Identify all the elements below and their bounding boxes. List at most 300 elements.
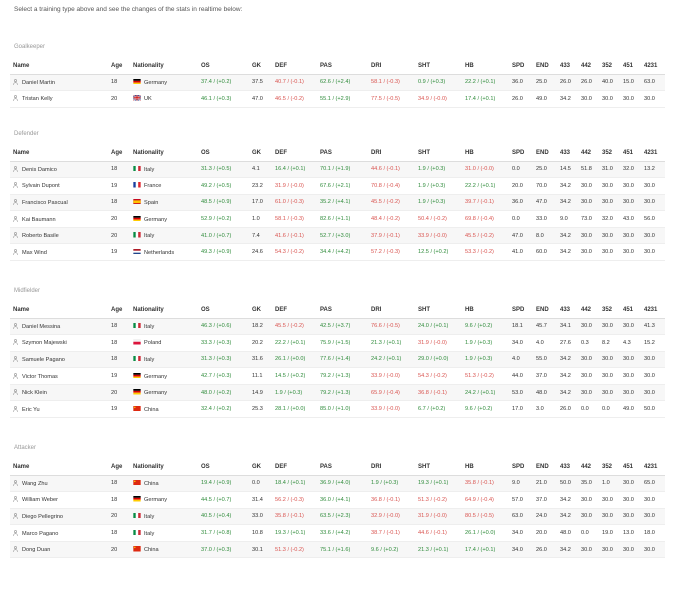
stat-spd: 20.0: [509, 178, 533, 195]
stat-451: 30.0: [620, 351, 641, 368]
stat-dri: 48.4 / (-0.2): [368, 211, 415, 228]
stat-sht: 1.9 / (+0.3): [415, 161, 462, 178]
player-name-text: Diego Pellegrino: [22, 513, 64, 520]
germany-flag-icon: [133, 79, 141, 85]
stat-hb: 1.9 / (+0.3): [462, 335, 509, 352]
stat-pas: 82.6 / (+1.1): [317, 211, 368, 228]
player-nationality: [130, 525, 198, 542]
column-header-end[interactable]: END: [533, 459, 557, 475]
player-nationality: [130, 335, 198, 352]
column-header-442[interactable]: 442: [578, 58, 599, 74]
stat-hb: 24.2 / (+0.1): [462, 384, 509, 401]
stat-def: 61.0 / (-0.3): [272, 194, 317, 211]
stat-442: 73.0: [578, 211, 599, 228]
column-header-352[interactable]: 352: [599, 145, 620, 161]
stat-433: 48.0: [557, 525, 578, 542]
stat-spd: 4.0: [509, 351, 533, 368]
stat-def: 26.1 / (+0.0): [272, 351, 317, 368]
stat-433: 9.0: [557, 211, 578, 228]
nationality-text: Italy: [144, 233, 155, 240]
italy-flag-icon: [133, 356, 141, 362]
stat-451: 30.0: [620, 368, 641, 385]
stat-age: 18: [108, 351, 130, 368]
column-header-451[interactable]: 451: [620, 302, 641, 318]
stat-dri: 45.5 / (-0.2): [368, 194, 415, 211]
stat-os: 31.3 / (+0.3): [198, 351, 249, 368]
stat-hb: 22.2 / (+0.1): [462, 74, 509, 91]
column-header-gk[interactable]: GK: [249, 58, 272, 74]
stat-age: 20: [108, 508, 130, 525]
stat-442: 30.0: [578, 194, 599, 211]
stat-age: 19: [108, 178, 130, 195]
column-header-sht[interactable]: SHT: [415, 58, 462, 74]
user-icon: [13, 323, 18, 329]
stat-hb: 51.3 / (-0.2): [462, 368, 509, 385]
stat-end: 47.0: [533, 194, 557, 211]
nationality-text: China: [144, 406, 159, 413]
column-header-442[interactable]: 442: [578, 145, 599, 161]
stat-hb: 80.5 / (-0.5): [462, 508, 509, 525]
stat-451: 30.0: [620, 194, 641, 211]
user-icon: [13, 530, 18, 536]
column-header-os[interactable]: OS: [198, 459, 249, 475]
stat-451: 4.3: [620, 335, 641, 352]
stat-end: 26.0: [533, 541, 557, 558]
italy-flag-icon: [133, 232, 141, 238]
uk-flag-icon: [133, 95, 141, 101]
stat-sht: 19.3 / (+0.1): [415, 475, 462, 492]
column-header-name[interactable]: Name: [10, 145, 108, 161]
stat-age: 20: [108, 541, 130, 558]
player-row[interactable]: [10, 384, 665, 401]
stat-442: 30.0: [578, 227, 599, 244]
stat-gk: 17.0: [249, 194, 272, 211]
stat-sht: 12.5 / (+0.2): [415, 244, 462, 261]
stat-4231: 30.0: [641, 227, 665, 244]
stat-gk: 7.4: [249, 227, 272, 244]
stat-age: 19: [108, 244, 130, 261]
column-header-4231[interactable]: 4231: [641, 145, 665, 161]
stat-433: 34.2: [557, 91, 578, 108]
column-header-spd[interactable]: SPD: [509, 58, 533, 74]
stat-352: 30.0: [599, 227, 620, 244]
player-name: [10, 178, 108, 195]
stat-4231: 30.0: [641, 244, 665, 261]
stat-def: 14.5 / (+0.2): [272, 368, 317, 385]
stat-pas: 79.2 / (+1.3): [317, 384, 368, 401]
player-nationality: [130, 194, 198, 211]
player-row[interactable]: [10, 351, 665, 368]
column-header-end[interactable]: END: [533, 145, 557, 161]
stat-pas: 79.2 / (+1.3): [317, 368, 368, 385]
stat-442: 30.0: [578, 351, 599, 368]
player-name: [10, 401, 108, 418]
player-row[interactable]: [10, 211, 665, 228]
stat-os: 41.0 / (+0.7): [198, 227, 249, 244]
stat-451: 30.0: [620, 91, 641, 108]
column-header-def[interactable]: DEF: [272, 459, 317, 475]
stat-4231: 30.0: [641, 351, 665, 368]
column-header-pas[interactable]: PAS: [317, 302, 368, 318]
stat-spd: 17.0: [509, 401, 533, 418]
player-row[interactable]: [10, 161, 665, 178]
column-header-nationality[interactable]: Nationality: [130, 302, 198, 318]
column-header-433[interactable]: 433: [557, 58, 578, 74]
stat-451: 49.0: [620, 401, 641, 418]
column-header-4231[interactable]: 4231: [641, 459, 665, 475]
column-header-pas[interactable]: PAS: [317, 145, 368, 161]
column-header-sht[interactable]: SHT: [415, 145, 462, 161]
stat-sht: 29.0 / (+0.0): [415, 351, 462, 368]
stat-def: 45.5 / (-0.2): [272, 318, 317, 335]
stat-451: 32.0: [620, 161, 641, 178]
nationality-text: Italy: [144, 513, 155, 520]
player-name-text: Sylvain Dupont: [22, 183, 60, 190]
player-row[interactable]: [10, 335, 665, 352]
nationality-text: France: [144, 183, 162, 190]
player-nationality: [130, 318, 198, 335]
stat-4231: 15.2: [641, 335, 665, 352]
user-icon: [13, 406, 18, 412]
nationality-text: Italy: [144, 530, 155, 537]
stat-sht: 31.9 / (-0.0): [415, 508, 462, 525]
stat-gk: 20.2: [249, 335, 272, 352]
column-header-hb[interactable]: HB: [462, 459, 509, 475]
nationality-text: UK: [144, 96, 152, 103]
stat-os: 48.5 / (+0.9): [198, 194, 249, 211]
player-row[interactable]: [10, 194, 665, 211]
player-name: [10, 368, 108, 385]
column-header-pas[interactable]: PAS: [317, 459, 368, 475]
stat-433: 34.2: [557, 508, 578, 525]
stat-sht: 1.9 / (+0.3): [415, 194, 462, 211]
column-header-sht[interactable]: SHT: [415, 302, 462, 318]
player-row[interactable]: [10, 508, 665, 525]
player-row[interactable]: [10, 91, 665, 108]
stat-pas: 75.1 / (+1.6): [317, 541, 368, 558]
goalkeeper-table: [10, 58, 665, 108]
stat-pas: 52.7 / (+3.0): [317, 227, 368, 244]
stat-442: 26.0: [578, 74, 599, 91]
player-row[interactable]: [10, 541, 665, 558]
player-name-text: Victor Thomas: [22, 373, 58, 380]
player-nationality: [130, 161, 198, 178]
stat-dri: 9.6 / (+0.2): [368, 541, 415, 558]
player-row[interactable]: [10, 74, 665, 91]
column-header-352[interactable]: 352: [599, 302, 620, 318]
nationality-text: Germany: [144, 373, 168, 380]
stat-os: 44.5 / (+0.7): [198, 492, 249, 509]
stat-spd: 34.0: [509, 541, 533, 558]
stat-sht: 1.9 / (+0.3): [415, 178, 462, 195]
column-header-name[interactable]: Name: [10, 58, 108, 74]
section-title-attacker: Attacker: [14, 445, 37, 451]
player-nationality: [130, 178, 198, 195]
stat-dri: 58.1 / (-0.3): [368, 74, 415, 91]
stat-hb: 17.4 / (+0.1): [462, 541, 509, 558]
stat-gk: 24.6: [249, 244, 272, 261]
player-row[interactable]: [10, 178, 665, 195]
player-nationality: [130, 351, 198, 368]
stat-def: 54.3 / (-0.2): [272, 244, 317, 261]
stat-dri: 32.9 / (-0.0): [368, 508, 415, 525]
stat-pas: 42.5 / (+3.7): [317, 318, 368, 335]
player-name: [10, 244, 108, 261]
column-header-age[interactable]: Age: [108, 58, 130, 74]
column-header-nationality[interactable]: Nationality: [130, 58, 198, 74]
user-icon: [13, 79, 18, 85]
user-icon: [13, 95, 18, 101]
stat-hb: 26.1 / (+0.0): [462, 525, 509, 542]
column-header-nationality[interactable]: Nationality: [130, 459, 198, 475]
germany-flag-icon: [133, 373, 141, 379]
nationality-text: Italy: [144, 356, 155, 363]
column-header-433[interactable]: 433: [557, 145, 578, 161]
stat-gk: 31.4: [249, 492, 272, 509]
stat-def: 51.3 / (-0.2): [272, 541, 317, 558]
italy-flag-icon: [133, 530, 141, 536]
stat-433: 34.1: [557, 318, 578, 335]
china-flag-icon: [133, 546, 141, 552]
stat-hb: 9.6 / (+0.2): [462, 318, 509, 335]
stat-spd: 36.0: [509, 74, 533, 91]
stat-pas: 34.4 / (+4.2): [317, 244, 368, 261]
stat-352: 30.0: [599, 318, 620, 335]
player-row[interactable]: [10, 401, 665, 418]
player-row[interactable]: [10, 475, 665, 492]
stat-dri: 65.9 / (-0.4): [368, 384, 415, 401]
italy-flag-icon: [133, 166, 141, 172]
column-header-451[interactable]: 451: [620, 58, 641, 74]
stat-end: 70.0: [533, 178, 557, 195]
column-header-end[interactable]: END: [533, 58, 557, 74]
player-row[interactable]: [10, 244, 665, 261]
stat-age: 20: [108, 211, 130, 228]
stat-gk: 18.2: [249, 318, 272, 335]
stat-sht: 36.8 / (-0.1): [415, 384, 462, 401]
stat-age: 18: [108, 525, 130, 542]
stat-442: 0.3: [578, 335, 599, 352]
player-name-text: Szymon Majewski: [22, 340, 67, 347]
stat-4231: 30.0: [641, 384, 665, 401]
column-header-451[interactable]: 451: [620, 145, 641, 161]
stat-442: 30.0: [578, 384, 599, 401]
stat-def: 46.5 / (-0.2): [272, 91, 317, 108]
column-header-442[interactable]: 442: [578, 459, 599, 475]
column-header-442[interactable]: 442: [578, 302, 599, 318]
stat-gk: 47.0: [249, 91, 272, 108]
section-title-goalkeeper: Goalkeeper: [14, 44, 46, 50]
stat-def: 41.6 / (-0.1): [272, 227, 317, 244]
column-header-dri[interactable]: DRI: [368, 302, 415, 318]
stat-4231: 30.0: [641, 492, 665, 509]
stat-age: 18: [108, 318, 130, 335]
player-name: [10, 318, 108, 335]
stat-451: 30.0: [620, 178, 641, 195]
stat-442: 30.0: [578, 541, 599, 558]
stat-hb: 17.4 / (+0.1): [462, 91, 509, 108]
column-header-def[interactable]: DEF: [272, 58, 317, 74]
stat-433: 34.2: [557, 178, 578, 195]
column-header-def[interactable]: DEF: [272, 302, 317, 318]
stat-os: 37.0 / (+0.3): [198, 541, 249, 558]
stat-442: 30.0: [578, 91, 599, 108]
user-icon: [13, 182, 18, 188]
stat-352: 31.0: [599, 161, 620, 178]
stat-4231: 41.3: [641, 318, 665, 335]
germany-flag-icon: [133, 496, 141, 502]
player-row[interactable]: [10, 318, 665, 335]
stat-dri: 33.9 / (-0.0): [368, 401, 415, 418]
netherlands-flag-icon: [133, 249, 141, 255]
stat-451: 30.0: [620, 384, 641, 401]
stat-os: 40.5 / (+0.4): [198, 508, 249, 525]
stat-4231: 56.0: [641, 211, 665, 228]
player-name-text: Francisco Pascual: [22, 199, 68, 206]
stat-433: 34.2: [557, 384, 578, 401]
player-row[interactable]: [10, 227, 665, 244]
stat-sht: 0.9 / (+0.3): [415, 74, 462, 91]
column-header-451[interactable]: 451: [620, 459, 641, 475]
column-header-pas[interactable]: PAS: [317, 58, 368, 74]
column-header-spd[interactable]: SPD: [509, 145, 533, 161]
stat-dri: 76.6 / (-0.5): [368, 318, 415, 335]
stat-pas: 70.1 / (+1.9): [317, 161, 368, 178]
stat-spd: 53.0: [509, 384, 533, 401]
column-header-os[interactable]: OS: [198, 302, 249, 318]
column-header-433[interactable]: 433: [557, 302, 578, 318]
player-name-text: Nick Klein: [22, 390, 47, 397]
stat-sht: 50.4 / (-0.2): [415, 211, 462, 228]
user-icon: [13, 373, 18, 379]
column-header-end[interactable]: END: [533, 302, 557, 318]
column-header-dri[interactable]: DRI: [368, 145, 415, 161]
column-header-433[interactable]: 433: [557, 459, 578, 475]
stat-end: 37.0: [533, 492, 557, 509]
stat-451: 30.0: [620, 492, 641, 509]
player-row[interactable]: [10, 525, 665, 542]
stat-sht: 33.9 / (-0.0): [415, 227, 462, 244]
player-row[interactable]: [10, 492, 665, 509]
player-nationality: [130, 368, 198, 385]
column-header-gk[interactable]: GK: [249, 302, 272, 318]
column-header-352[interactable]: 352: [599, 58, 620, 74]
stat-gk: 10.8: [249, 525, 272, 542]
stat-dri: 1.9 / (+0.3): [368, 475, 415, 492]
stat-451: 30.0: [620, 227, 641, 244]
stat-spd: 57.0: [509, 492, 533, 509]
column-header-age[interactable]: Age: [108, 459, 130, 475]
player-name: [10, 227, 108, 244]
player-nationality: [130, 91, 198, 108]
column-header-352[interactable]: 352: [599, 459, 620, 475]
stat-433: 34.2: [557, 368, 578, 385]
china-flag-icon: [133, 406, 141, 412]
stat-end: 25.0: [533, 161, 557, 178]
column-header-4231[interactable]: 4231: [641, 58, 665, 74]
stat-sht: 44.6 / (-0.1): [415, 525, 462, 542]
stat-end: 48.0: [533, 384, 557, 401]
stat-hb: 1.9 / (+0.3): [462, 351, 509, 368]
stat-age: 20: [108, 384, 130, 401]
column-header-os[interactable]: OS: [198, 145, 249, 161]
column-header-name[interactable]: Name: [10, 302, 108, 318]
stat-352: 1.0: [599, 475, 620, 492]
player-name: [10, 74, 108, 91]
stat-gk: 0.0: [249, 475, 272, 492]
column-header-age[interactable]: Age: [108, 145, 130, 161]
stat-352: 40.0: [599, 74, 620, 91]
player-name-text: Eric Yu: [22, 406, 40, 413]
stat-352: 30.0: [599, 384, 620, 401]
column-header-dri[interactable]: DRI: [368, 459, 415, 475]
column-header-gk[interactable]: GK: [249, 145, 272, 161]
column-header-gk[interactable]: GK: [249, 459, 272, 475]
stat-4231: 30.0: [641, 194, 665, 211]
player-name: [10, 335, 108, 352]
column-header-os[interactable]: OS: [198, 58, 249, 74]
stat-spd: 18.1: [509, 318, 533, 335]
column-header-hb[interactable]: HB: [462, 145, 509, 161]
player-nationality: [130, 508, 198, 525]
stat-442: 30.0: [578, 244, 599, 261]
column-header-dri[interactable]: DRI: [368, 58, 415, 74]
column-header-spd[interactable]: SPD: [509, 459, 533, 475]
stat-os: 46.3 / (+0.6): [198, 318, 249, 335]
stat-352: 30.0: [599, 508, 620, 525]
stat-352: 30.0: [599, 541, 620, 558]
nationality-text: Italy: [144, 166, 155, 173]
stat-spd: 9.0: [509, 475, 533, 492]
stat-gk: 11.1: [249, 368, 272, 385]
player-name-text: Kai Baumann: [22, 216, 56, 223]
stat-352: 0.0: [599, 401, 620, 418]
column-header-age[interactable]: Age: [108, 302, 130, 318]
user-icon: [13, 546, 18, 552]
stat-gk: 14.9: [249, 384, 272, 401]
stat-433: 50.0: [557, 475, 578, 492]
stat-age: 18: [108, 475, 130, 492]
stat-hb: 53.3 / (-0.2): [462, 244, 509, 261]
column-header-def[interactable]: DEF: [272, 145, 317, 161]
player-nationality: [130, 211, 198, 228]
stat-dri: 70.8 / (-0.4): [368, 178, 415, 195]
stat-451: 30.0: [620, 541, 641, 558]
player-nationality: [130, 401, 198, 418]
stat-dri: 44.6 / (-0.1): [368, 161, 415, 178]
stat-sht: 21.3 / (+0.1): [415, 541, 462, 558]
column-header-name[interactable]: Name: [10, 459, 108, 475]
column-header-spd[interactable]: SPD: [509, 302, 533, 318]
stat-433: 34.2: [557, 227, 578, 244]
stat-end: 60.0: [533, 244, 557, 261]
column-header-4231[interactable]: 4231: [641, 302, 665, 318]
stat-pas: 67.6 / (+2.1): [317, 178, 368, 195]
column-header-hb[interactable]: HB: [462, 58, 509, 74]
column-header-nationality[interactable]: Nationality: [130, 145, 198, 161]
stat-dri: 21.3 / (+0.1): [368, 335, 415, 352]
column-header-sht[interactable]: SHT: [415, 459, 462, 475]
stat-sht: 31.9 / (-0.0): [415, 335, 462, 352]
stat-hb: 64.9 / (-0.4): [462, 492, 509, 509]
stat-451: 30.0: [620, 244, 641, 261]
user-icon: [13, 513, 18, 519]
player-row[interactable]: [10, 368, 665, 385]
stat-spd: 47.0: [509, 227, 533, 244]
column-header-hb[interactable]: HB: [462, 302, 509, 318]
user-icon: [13, 480, 18, 486]
stat-spd: 34.0: [509, 335, 533, 352]
